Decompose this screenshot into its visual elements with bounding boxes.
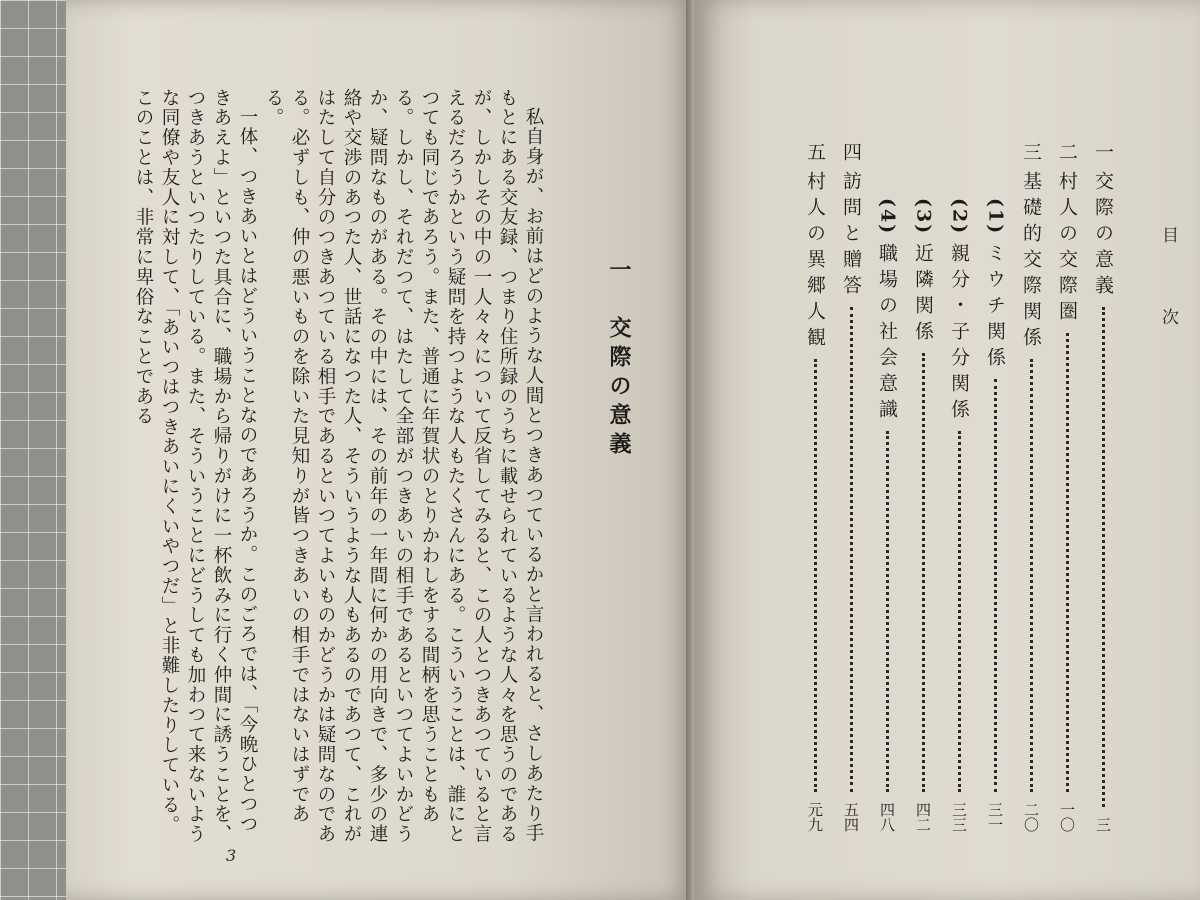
toc-entry-title: 村人の交際圏 xyxy=(1056,171,1078,327)
leader-dots xyxy=(1030,359,1033,792)
toc-entry-number: 五 xyxy=(804,142,826,163)
toc-entry-number: 二 xyxy=(1056,142,1078,163)
cutting-mat xyxy=(0,0,72,900)
toc-entry[interactable] xyxy=(1018,142,1045,832)
leader-dots xyxy=(886,431,889,792)
toc-entry-number: 一 xyxy=(1092,142,1114,163)
right-page xyxy=(694,0,1200,900)
toc-entry-title: 親分・子分関係 xyxy=(948,243,970,426)
leader-dots xyxy=(1102,307,1105,807)
toc-entry[interactable] xyxy=(1090,142,1117,832)
toc-entry-title: 村人の異郷人観 xyxy=(804,171,826,353)
toc-entry-title: 基礎的交際関係 xyxy=(1020,171,1042,353)
toc-entry-number: (1) xyxy=(984,198,1007,236)
toc-entry-page: 四二 xyxy=(914,802,932,832)
toc-entry-page: 一〇 xyxy=(1058,802,1076,832)
toc-entry-page: 元九 xyxy=(806,802,824,832)
open-book xyxy=(66,0,1200,900)
toc-entry-page: 五四 xyxy=(842,802,860,832)
toc-subentry[interactable] xyxy=(910,142,937,832)
toc-entry-number: 三 xyxy=(1020,142,1042,163)
toc-entry-page: 四八 xyxy=(878,802,896,832)
toc-entry-title: 近隣関係 xyxy=(912,243,934,348)
toc-entry[interactable] xyxy=(1054,142,1081,832)
leader-dots xyxy=(850,307,853,792)
toc-entry-page: 三一 xyxy=(986,802,1004,832)
toc-title: 目 次 xyxy=(1158,226,1178,349)
body-text xyxy=(133,88,546,848)
toc-entry-page: 二〇 xyxy=(1022,802,1040,832)
toc-entry-page: 三三 xyxy=(950,802,968,832)
toc-entry-page: 三 xyxy=(1094,817,1112,832)
paragraph-2: 一体、つきあいとはどういうことなのであろうか。このごろでは、「今晩ひとつつきあえよ」といつた具合に、職場から帰りがけに一杯飲みに行く仲間に誘うことを、つきあうといつたりしている。また、そういうことにどうしても加わつて来ないような同僚や友人に対して、「あいつはつきあいにくいやつだ」と非難したりしている。このことは、非常に卑俗なことである xyxy=(133,88,258,845)
toc-entry-title: 訪問と贈答 xyxy=(840,171,862,301)
leader-dots xyxy=(994,379,997,792)
toc-entry-number: (3) xyxy=(912,198,935,236)
page-number: 3 xyxy=(226,846,237,865)
toc-entry-number: (4) xyxy=(876,198,899,236)
leader-dots xyxy=(814,359,817,792)
toc-entry-title: 交際の意義 xyxy=(1092,171,1114,301)
leader-dots xyxy=(1066,333,1069,792)
toc-entry-number: 四 xyxy=(840,142,862,163)
toc-entry[interactable] xyxy=(838,142,865,832)
toc-entry-title: ミウチ関係 xyxy=(984,243,1006,374)
section-heading: 一 交際の意義 xyxy=(606,258,632,461)
toc-entry-number: (2) xyxy=(948,198,971,236)
toc-entry[interactable] xyxy=(802,142,829,832)
paragraph-1: 私自身が、お前はどのような人間とつきあつているかと言われると、さしあたり手もとにある交友録、つまり住所録のうちに載せられているような人々を思うのであるが、しかしその中の一人々々について反省してみると、この人とつきあつていると言えるだろうかという疑問を持つような人もたくさんにある。こういうことは、誰にとつても同じであろう。また、普通に年賀状のとりかわしをする間柄を思うこともある。しかし、それだつて、はたして全部がつきあいの相手であるといつてよいかどうか、疑問なものがある。その中には、その前年の一年間に何かの用向きで、多少の連絡や交渉のあつた人、世話になつた人、そういうような人もあるのであつて、これがはたして自分のつきあつている相手であるといつてよいものかどうかは疑問なのである。必ずしも、仲の悪いものを除いた見知りが皆つきあいの相手ではないはずである。 xyxy=(263,88,544,845)
toc-entry-title: 職場の社会意識 xyxy=(876,243,898,426)
toc-subentry[interactable] xyxy=(874,142,901,832)
toc-subentry[interactable] xyxy=(982,142,1009,832)
leader-dots xyxy=(922,353,925,792)
leader-dots xyxy=(958,431,961,792)
left-page xyxy=(66,0,694,900)
toc-subentry[interactable] xyxy=(946,142,973,832)
